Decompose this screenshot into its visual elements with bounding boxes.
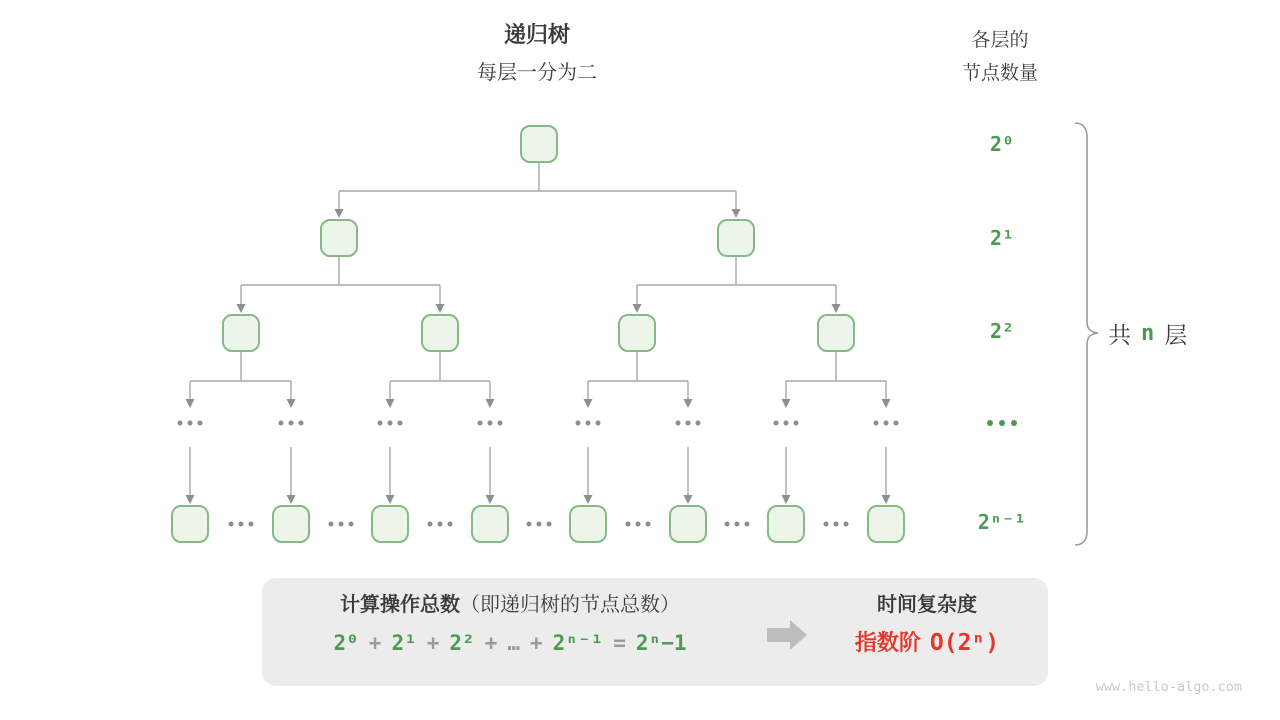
ellipsis-dots [527, 522, 552, 527]
arrowhead-icon [684, 399, 693, 408]
tree-node [867, 505, 905, 543]
implies-arrow-shaft [767, 628, 790, 642]
tree-node [520, 125, 558, 163]
formula-token: + [368, 631, 382, 655]
tree-node [421, 314, 459, 352]
ellipsis-dots [774, 421, 799, 426]
tree-node [272, 505, 310, 543]
ellipsis-dots [478, 421, 503, 426]
arrowhead-icon [882, 399, 891, 408]
arrowhead-icon [287, 399, 296, 408]
diagram-subtitle: 每层一分为二 [477, 62, 597, 84]
summary-box [262, 578, 1048, 686]
arrowhead-icon [335, 209, 344, 218]
formula-token: 2¹ [391, 631, 417, 655]
tree-node [817, 314, 855, 352]
ellipsis-dots [279, 421, 304, 426]
arrowhead-icon [386, 399, 395, 408]
arrowhead-icon [186, 399, 195, 408]
arrowhead-icon [732, 209, 741, 218]
level-count-label: 2² [989, 319, 1015, 343]
ellipsis-dots [328, 522, 353, 527]
tree-node [320, 219, 358, 257]
time-complexity-title: 时间复杂度 [877, 594, 977, 616]
tree-node [222, 314, 260, 352]
level-count-label: 2⁰ [989, 132, 1015, 156]
tree-node [471, 505, 509, 543]
ellipsis-dots [228, 522, 253, 527]
formula-token: + [530, 631, 543, 655]
arrowhead-icon [486, 399, 495, 408]
implies-arrow-icon [767, 620, 807, 650]
arrowhead-icon [684, 495, 693, 504]
arrowhead-icon [486, 495, 495, 504]
time-complexity-section [817, 589, 1037, 663]
formula-token: 2ⁿ−1 [635, 631, 687, 655]
ellipsis-dots [824, 522, 849, 527]
tree-node [618, 314, 656, 352]
arrowhead-icon [584, 399, 593, 408]
ellipsis-dots [626, 522, 651, 527]
diagram-title: 递归树 [503, 22, 570, 47]
arrowhead-icon [832, 304, 841, 313]
formula-token: 2⁰ [333, 631, 359, 655]
operations-sum-formula [280, 626, 740, 660]
ellipsis-dots [378, 421, 403, 426]
operations-total-title-rest: （即递归树的节点总数） [460, 594, 680, 616]
arrowhead-icon [584, 495, 593, 504]
total-layers-suffix: 层 [1164, 322, 1188, 348]
formula-token: + [426, 631, 440, 655]
formula-token: + [484, 631, 498, 655]
complexity-order-label: 指数阶 [854, 630, 921, 655]
formula-token: 2² [449, 631, 475, 655]
ellipsis-dots [178, 421, 203, 426]
arrowhead-icon [882, 495, 891, 504]
watermark: www.hello-algo.com [1095, 679, 1242, 695]
operations-total-title [280, 589, 740, 621]
arrowhead-icon [386, 495, 395, 504]
levels-column-header-line2: 节点数量 [961, 63, 1038, 84]
ellipsis-dots [676, 421, 701, 426]
level-count-label: 2ⁿ⁻¹ [977, 510, 1027, 534]
curly-brace-icon [1075, 123, 1098, 545]
tree-node [171, 505, 209, 543]
total-layers-n: n [1141, 321, 1155, 346]
arrowhead-icon [436, 304, 445, 313]
tree-node [717, 219, 755, 257]
arrowhead-icon [287, 495, 296, 504]
arrowhead-icon [782, 495, 791, 504]
operations-total-section [280, 589, 740, 660]
tree-node [371, 505, 409, 543]
level-count-label [952, 408, 1052, 426]
arrowhead-icon [186, 495, 195, 504]
arrowhead-icon [633, 304, 642, 313]
tree-node [767, 505, 805, 543]
arrowhead-icon [782, 399, 791, 408]
tree-node [569, 505, 607, 543]
operations-total-title-bold: 计算操作总数 [340, 594, 460, 616]
implies-arrow-head [790, 620, 807, 650]
levels-column-header-line1: 各层的 [971, 30, 1029, 51]
levels-column-header [925, 24, 1075, 90]
level-count-label: 2¹ [989, 226, 1015, 250]
big-o-notation: O(2ⁿ) [929, 630, 1000, 656]
total-layers-prefix: 共 [1108, 322, 1131, 348]
ellipsis-dots [874, 421, 899, 426]
arrowhead-icon [237, 304, 246, 313]
formula-token: 2ⁿ⁻¹ [552, 631, 604, 655]
ellipsis-dots [725, 522, 750, 527]
tree-node [669, 505, 707, 543]
total-layers-label [1108, 317, 1187, 350]
formula-token: … [507, 631, 521, 655]
formula-token: = [613, 631, 626, 655]
time-complexity-result [817, 626, 1037, 663]
ellipsis-dots [576, 421, 601, 426]
ellipsis-dots [428, 522, 453, 527]
